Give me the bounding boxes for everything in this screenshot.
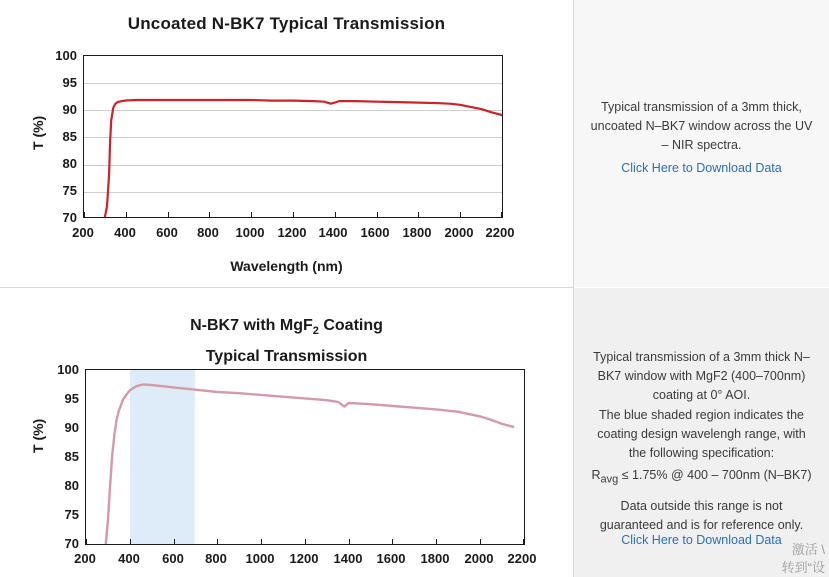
mgf2-ytick-90: 90 (64, 420, 79, 435)
uncoated-ytick-80: 80 (62, 156, 77, 171)
mgf2-title-line1-tail: Coating (318, 317, 383, 334)
uncoated-xtick-2200: 2200 (485, 225, 515, 240)
spec-value: ≤ 1.75% @ 400 – 700nm (N–BK7) (618, 468, 812, 482)
mgf2-transmission-curve (86, 370, 524, 544)
uncoated-xtick-800: 800 (197, 225, 219, 240)
mgf2-title-line1: N-BK7 with MgF (190, 317, 313, 334)
uncoated-ytick-70: 70 (62, 210, 77, 225)
mgf2-y-axis-title: T (%) (30, 418, 46, 453)
uncoated-xtick-2000: 2000 (444, 225, 474, 240)
uncoated-description-panel (574, 0, 829, 287)
mgf2-xtick-600: 600 (162, 551, 184, 566)
mgf2-xtick-400: 400 (118, 551, 140, 566)
mgf2-description-panel (574, 288, 829, 577)
mgf2-plot-area (85, 369, 525, 545)
uncoated-ytick-95: 95 (62, 75, 77, 90)
uncoated-xtick-1000: 1000 (235, 225, 265, 240)
uncoated-chart-title: Uncoated N-BK7 Typical Transmission (127, 14, 446, 33)
mgf2-description-paragraph-2: The blue shaded region indicates the coating design wavelengh range, with the following specification: (597, 408, 806, 460)
mgf2-xtick-1400: 1400 (333, 551, 363, 566)
activation-watermark-line2: 转到“设 (781, 560, 825, 575)
mgf2-xtick-1800: 1800 (420, 551, 450, 566)
mgf2-description-paragraph-1: Typical transmission of a 3mm thick N–BK7 window with MgF2 (400–700nm) coating at 0° AOI. (593, 350, 810, 402)
uncoated-x-axis-title: Wavelength (nm) (230, 258, 343, 274)
mgf2-xtick-200: 200 (74, 551, 96, 566)
uncoated-ytick-100: 100 (55, 48, 77, 63)
mgf2-xtick-2000: 2000 (464, 551, 494, 566)
mgf2-ytick-80: 80 (64, 478, 79, 493)
uncoated-xtick-1600: 1600 (360, 225, 390, 240)
spec-symbol: R (591, 468, 601, 482)
activation-watermark-line1: 激活 \ (791, 542, 825, 557)
mgf2-spec-line (588, 466, 815, 490)
mgf2-description-paragraph-3: Data outside this range is not guaranteed and is for reference only. (599, 499, 804, 532)
uncoated-xtick-600: 600 (156, 225, 178, 240)
mgf2-title-subscript: 2 (312, 325, 319, 338)
uncoated-y-axis-title: T (%) (30, 115, 46, 150)
uncoated-plot-area (83, 55, 503, 218)
uncoated-transmission-panel (0, 0, 573, 287)
mgf2-xtick-1200: 1200 (289, 551, 319, 566)
mgf2-xtick-1600: 1600 (376, 551, 406, 566)
mgf2-transmission-panel (0, 288, 573, 577)
mgf2-download-data-link[interactable]: Click Here to Download Data (621, 533, 782, 547)
uncoated-download-data-link[interactable]: Click Here to Download Data (621, 161, 782, 175)
mgf2-ytick-100: 100 (57, 362, 79, 377)
mgf2-xtick-800: 800 (205, 551, 227, 566)
uncoated-xtick-200: 200 (72, 225, 94, 240)
mgf2-xtick-2200: 2200 (507, 551, 537, 566)
mgf2-ytick-95: 95 (64, 391, 79, 406)
spec-subscript: avg (600, 473, 619, 486)
mgf2-title-line2: Typical Transmission (205, 348, 368, 366)
mgf2-ytick-85: 85 (64, 449, 79, 464)
uncoated-xtick-1400: 1400 (318, 225, 348, 240)
uncoated-xtick-1200: 1200 (277, 225, 307, 240)
uncoated-ytick-75: 75 (62, 183, 77, 198)
uncoated-ytick-85: 85 (62, 129, 77, 144)
mgf2-ytick-75: 75 (64, 507, 79, 522)
mgf2-xtick-1000: 1000 (245, 551, 275, 566)
uncoated-ytick-90: 90 (62, 102, 77, 117)
uncoated-xtick-1800: 1800 (402, 225, 432, 240)
uncoated-description-text: Typical transmission of a 3mm thick, uncoated N–BK7 window across the UV – NIR spectra. (590, 100, 813, 152)
mgf2-chart-title (0, 313, 573, 370)
uncoated-xtick-400: 400 (114, 225, 136, 240)
uncoated-transmission-curve (84, 56, 502, 217)
mgf2-ytick-70: 70 (64, 536, 79, 551)
